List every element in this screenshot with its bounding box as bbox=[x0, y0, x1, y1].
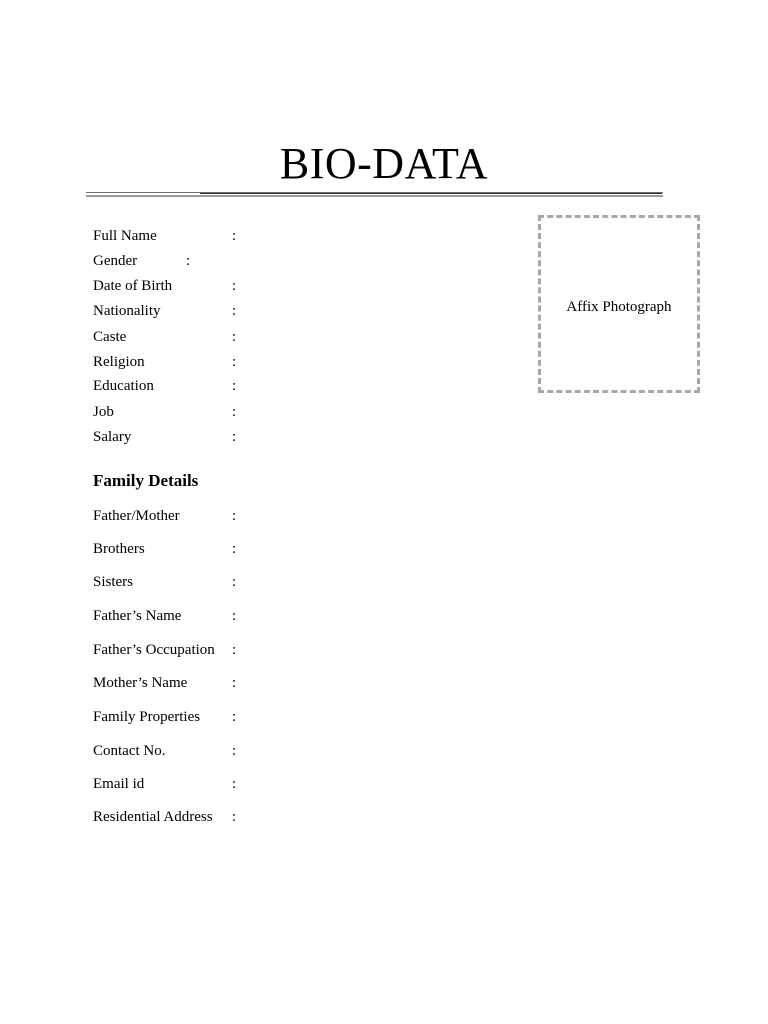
title-divider-line-bottom bbox=[86, 195, 663, 197]
field-label: Full Name bbox=[93, 228, 157, 244]
field-label: Education bbox=[93, 378, 154, 394]
title-divider-line-dark bbox=[200, 193, 662, 194]
field-label: Mother’s Name bbox=[93, 675, 188, 691]
field-label: Father’s Occupation bbox=[93, 642, 215, 658]
field-label: Father/Mother bbox=[93, 508, 180, 524]
field-label: Job bbox=[93, 404, 114, 420]
field-separator: : bbox=[232, 378, 237, 394]
field-separator: : bbox=[232, 429, 237, 445]
field-label: Contact No. bbox=[93, 743, 166, 759]
photo-placeholder bbox=[538, 215, 700, 393]
field-label: Sisters bbox=[93, 574, 134, 590]
field-separator: : bbox=[232, 329, 237, 345]
field-separator: : bbox=[232, 642, 237, 658]
field-separator: : bbox=[232, 608, 237, 624]
field-separator: : bbox=[232, 709, 237, 725]
field-separator: : bbox=[232, 675, 237, 691]
field-label: Brothers bbox=[93, 541, 145, 557]
field-separator: : bbox=[232, 508, 237, 524]
field-label: Salary bbox=[93, 429, 132, 445]
field-label: Email id bbox=[93, 776, 145, 792]
field-separator: : bbox=[232, 574, 237, 590]
field-separator: : bbox=[232, 228, 237, 244]
family-details-heading: Family Details bbox=[93, 471, 199, 490]
field-label: Father’s Name bbox=[93, 608, 182, 624]
field-separator: : bbox=[232, 743, 237, 759]
document-title: BIO-DATA bbox=[279, 139, 489, 188]
field-label: Family Properties bbox=[93, 709, 201, 725]
field-separator: : bbox=[232, 404, 237, 420]
field-label: Residential Address bbox=[93, 809, 213, 825]
photo-placeholder-label: Affix Photograph bbox=[566, 299, 672, 315]
field-label: Nationality bbox=[93, 303, 161, 319]
field-separator: : bbox=[232, 809, 237, 825]
field-separator: : bbox=[186, 253, 191, 269]
field-separator: : bbox=[232, 278, 237, 294]
field-label: Religion bbox=[93, 354, 145, 370]
field-label: Caste bbox=[93, 329, 127, 345]
field-label: Date of Birth bbox=[93, 278, 173, 294]
field-separator: : bbox=[232, 541, 237, 557]
field-separator: : bbox=[232, 354, 237, 370]
field-label: Gender bbox=[93, 253, 138, 269]
field-separator: : bbox=[232, 776, 237, 792]
field-separator: : bbox=[232, 303, 237, 319]
